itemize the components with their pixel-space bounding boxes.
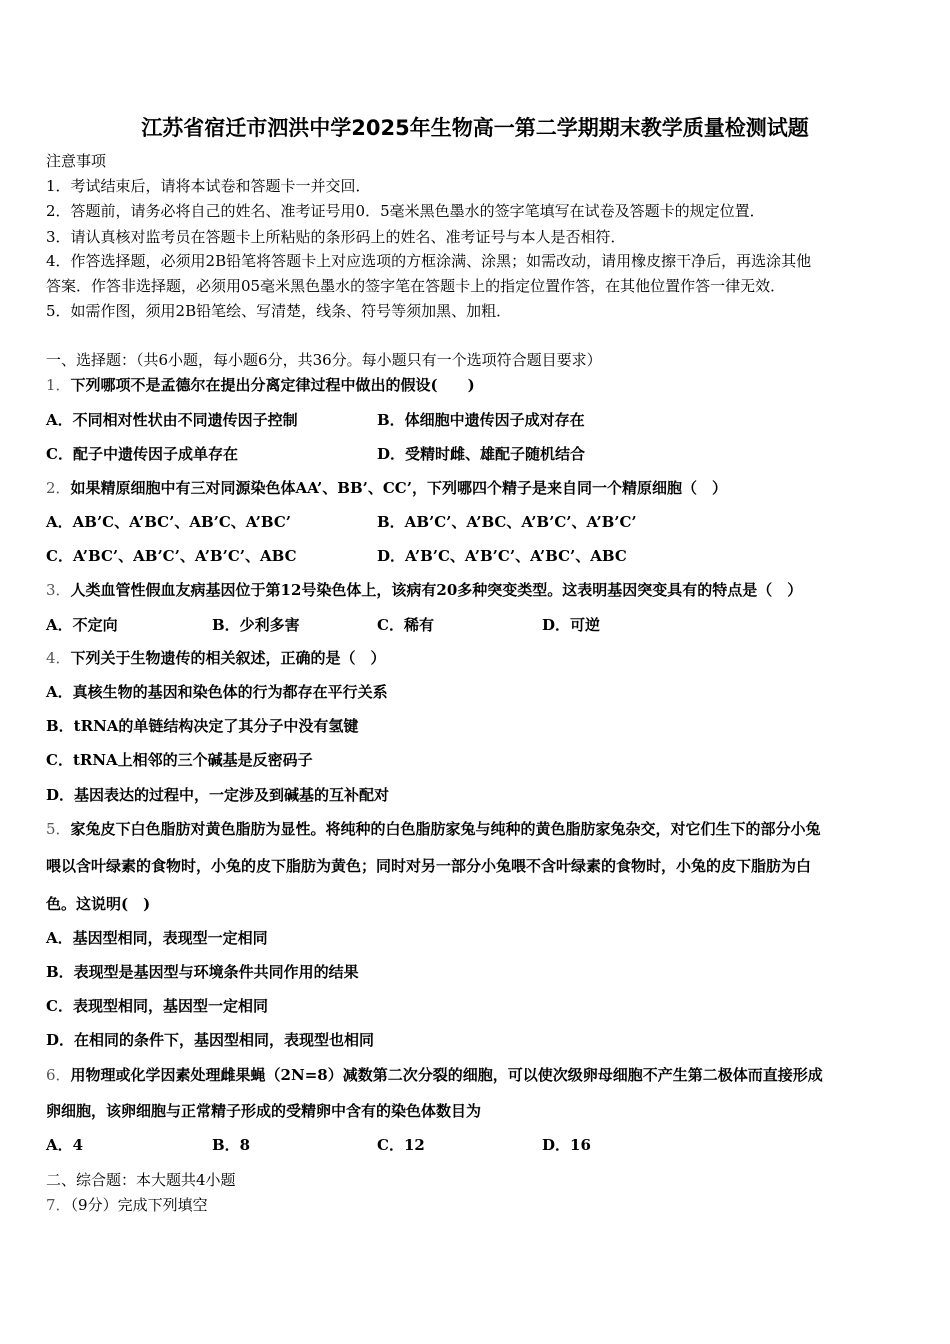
note-item: 5．如需作图，须用2B铅笔绘、写清楚，线条、符号等须加黑、加粗．	[46, 302, 512, 320]
question-number: 3．	[46, 581, 71, 599]
question-5	[46, 819, 821, 839]
question-7	[46, 1195, 208, 1215]
option-b: B．AB’C’、A’BC、A’B’C’、A’B’C’	[377, 513, 637, 531]
note-item: 3．请认真核对监考员在答题卡上所粘贴的条形码上的姓名、准考证号与本人是否相符．	[46, 228, 626, 246]
option-c: C．表现型相同，基因型一定相同	[46, 997, 268, 1015]
note-item: 2．答题前，请务必将自己的姓名、准考证号用0．5毫米黑色墨水的签字笔填写在试卷及答题卡的规定位置．	[46, 202, 765, 220]
option-c: C．tRNA上相邻的三个碱基是反密码子	[46, 751, 313, 769]
question-number: 1．	[46, 376, 71, 394]
option-a: A．基因型相同，表现型一定相同	[46, 929, 268, 947]
question-text: 人类血管性假血友病基因位于第12号染色体上，该病有20多种突变类型。这表明基因突变具有的特点是（ ）	[70, 581, 803, 599]
option-d: D．基因表达的过程中，一定涉及到碱基的互补配对	[46, 786, 390, 804]
page-title: 江苏省宿迁市泗洪中学2025年生物高一第二学期期末教学质量检测试题	[141, 116, 809, 140]
question-3	[46, 580, 802, 600]
question-text: 如果精原细胞中有三对同源染色体AA’、BB’、CC’，下列哪四个精子是来自同一个精原细胞（ ）	[70, 479, 727, 497]
question-text: （9分）完成下列填空	[70, 1196, 208, 1214]
question-number: 5．	[46, 820, 71, 838]
option-b: B．表现型是基因型与环境条件共同作用的结果	[46, 963, 359, 981]
question-4	[46, 648, 386, 668]
option-c: C．A’BC’、AB’C’、A’B’C’、ABC	[46, 547, 297, 565]
option-c: C．稀有	[377, 616, 434, 634]
option-a: A．AB’C、A’BC’、AB’C、A’BC’	[46, 513, 291, 531]
question-number: 7．	[46, 1196, 71, 1214]
note-item: 答案．作答非选择题，必须用05毫米黑色墨水的签字笔在答题卡上的指定位置作答，在其他位置作答一律无效．	[46, 277, 786, 295]
option-b: B．体细胞中遗传因子成对存在	[377, 411, 585, 429]
note-item: 1．考试结束后，请将本试卷和答题卡一并交回．	[46, 177, 371, 195]
question-text: 色。这说明( )	[46, 895, 151, 913]
question-6	[46, 1065, 823, 1085]
question-text: 下列哪项不是孟德尔在提出分离定律过程中做出的假设( )	[70, 376, 475, 394]
option-d: D．16	[542, 1136, 591, 1154]
question-text: 下列关于生物遗传的相关叙述，正确的是（ ）	[70, 649, 386, 667]
section-heading: 一、选择题：（共6小题，每小题6分，共36分。每小题只有一个选项符合题目要求）	[46, 351, 602, 369]
question-1	[46, 375, 475, 395]
notes-heading: 注意事项	[46, 152, 107, 170]
question-text: 卵细胞，该卵细胞与正常精子形成的受精卵中含有的染色体数目为	[46, 1102, 482, 1120]
question-number: 6．	[46, 1066, 71, 1084]
question-text: 喂以含叶绿素的食物时，小兔的皮下脂肪为黄色；同时对另一部分小兔喂不含叶绿素的食物时，小兔的皮下脂肪为白	[46, 857, 812, 875]
option-a: A．4	[46, 1136, 84, 1154]
question-2	[46, 478, 727, 498]
option-a: A．不定向	[46, 616, 118, 634]
question-text: 家兔皮下白色脂肪对黄色脂肪为显性。将纯种的白色脂肪家兔与纯种的黄色脂肪家兔杂交，对它们生下的部分小兔	[70, 820, 821, 838]
option-b: B．tRNA的单链结构决定了其分子中没有氢键	[46, 717, 359, 735]
note-item: 4．作答选择题，必须用2B铅笔将答题卡上对应选项的方框涂满、涂黑；如需改动，请用橡皮擦干净后，再选涂其他	[46, 252, 812, 270]
option-c: C．配子中遗传因子成单存在	[46, 445, 238, 463]
option-b: B．8	[212, 1136, 251, 1154]
option-a: A．真核生物的基因和染色体的行为都存在平行关系	[46, 683, 388, 701]
question-text: 用物理或化学因素处理雌果蝇（2N=8）减数第二次分裂的细胞，可以使次级卵母细胞不产生第二极体而直接形成	[70, 1066, 823, 1084]
option-d: D．A’B’C、A’B’C’、A’BC’、ABC	[377, 547, 627, 565]
option-d: D．可逆	[542, 616, 601, 634]
option-d: D．受精时雌、雄配子随机结合	[377, 445, 586, 463]
option-a: A．不同相对性状由不同遗传因子控制	[46, 411, 298, 429]
option-b: B．少利多害	[212, 616, 300, 634]
option-d: D．在相同的条件下，基因型相同，表现型也相同	[46, 1031, 375, 1049]
section-heading: 二、综合题：本大题共4小题	[46, 1171, 236, 1189]
question-number: 2．	[46, 479, 71, 497]
option-c: C．12	[377, 1136, 425, 1154]
question-number: 4．	[46, 649, 71, 667]
